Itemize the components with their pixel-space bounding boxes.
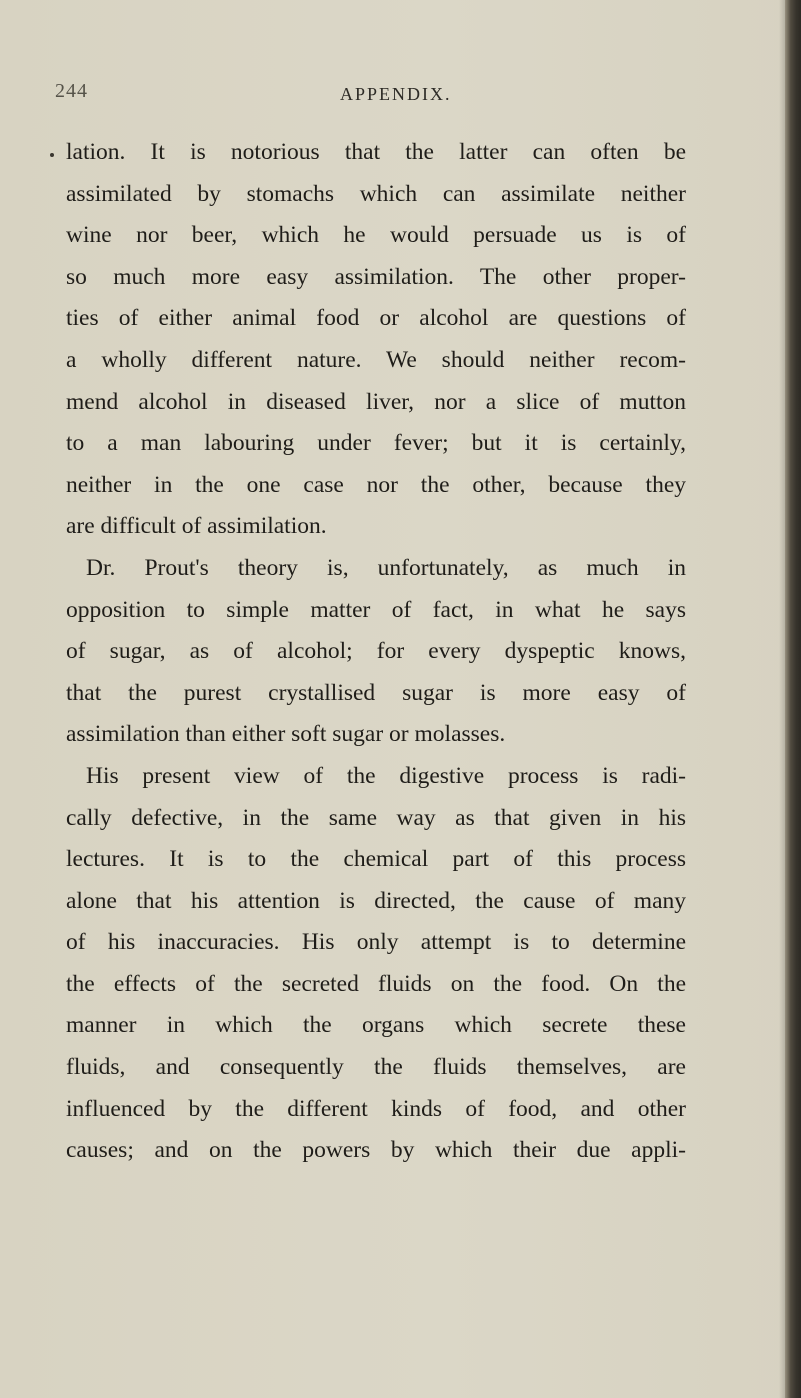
- text-line: cally defective, in the same way as that given in his: [66, 804, 686, 831]
- text-line: lectures. It is to the chemical part of this process: [66, 846, 686, 873]
- text-line: wine nor beer, which he would persuade us is of: [66, 222, 686, 249]
- text-line: manner in which the organs which secrete these: [66, 1012, 686, 1039]
- text-line: assimilation than either soft sugar or molasses.: [66, 721, 506, 748]
- text-line: so much more easy assimilation. The other proper-: [66, 263, 686, 290]
- text-line: of sugar, as of alcohol; for every dyspeptic knows,: [66, 638, 686, 665]
- text-line: a wholly different nature. We should neither recom-: [66, 346, 686, 373]
- text-line: His present view of the digestive process is radi-: [86, 762, 686, 789]
- text-line: ties of either animal food or alcohol are questions of: [66, 305, 686, 332]
- text-line: alone that his attention is directed, the cause of many: [66, 887, 686, 914]
- text-line: Dr. Prout's theory is, unfortunately, as much in: [86, 554, 686, 581]
- body-text: [66, 132, 686, 1172]
- text-line: opposition to simple matter of fact, in what he says: [66, 596, 686, 623]
- book-binding-edge: [785, 0, 801, 1398]
- text-line: assimilated by stomachs which can assimilate neither: [66, 180, 686, 207]
- text-line: the effects of the secreted fluids on the food. On the: [66, 970, 686, 997]
- text-line: influenced by the different kinds of food, and other: [66, 1095, 686, 1122]
- running-head: APPENDIX.: [340, 84, 452, 104]
- text-line: of his inaccuracies. His only attempt is to determine: [66, 929, 686, 956]
- text-line: lation. It is notorious that the latter can often be: [66, 139, 686, 165]
- page-number: 244: [55, 80, 88, 102]
- text-line: causes; and on the powers by which their due appli-: [66, 1137, 686, 1164]
- page-header: [0, 80, 801, 120]
- text-line: neither in the one case nor the other, because they: [66, 471, 686, 498]
- margin-dot-mark: [50, 153, 54, 157]
- text-line: to a man labouring under fever; but it is certainly,: [66, 430, 686, 457]
- text-line: are difficult of assimilation.: [66, 513, 327, 540]
- text-line: fluids, and consequently the fluids themselves, are: [66, 1054, 686, 1081]
- text-line: that the purest crystallised sugar is more easy of: [66, 679, 686, 706]
- text-line: mend alcohol in diseased liver, nor a slice of mutton: [66, 388, 686, 415]
